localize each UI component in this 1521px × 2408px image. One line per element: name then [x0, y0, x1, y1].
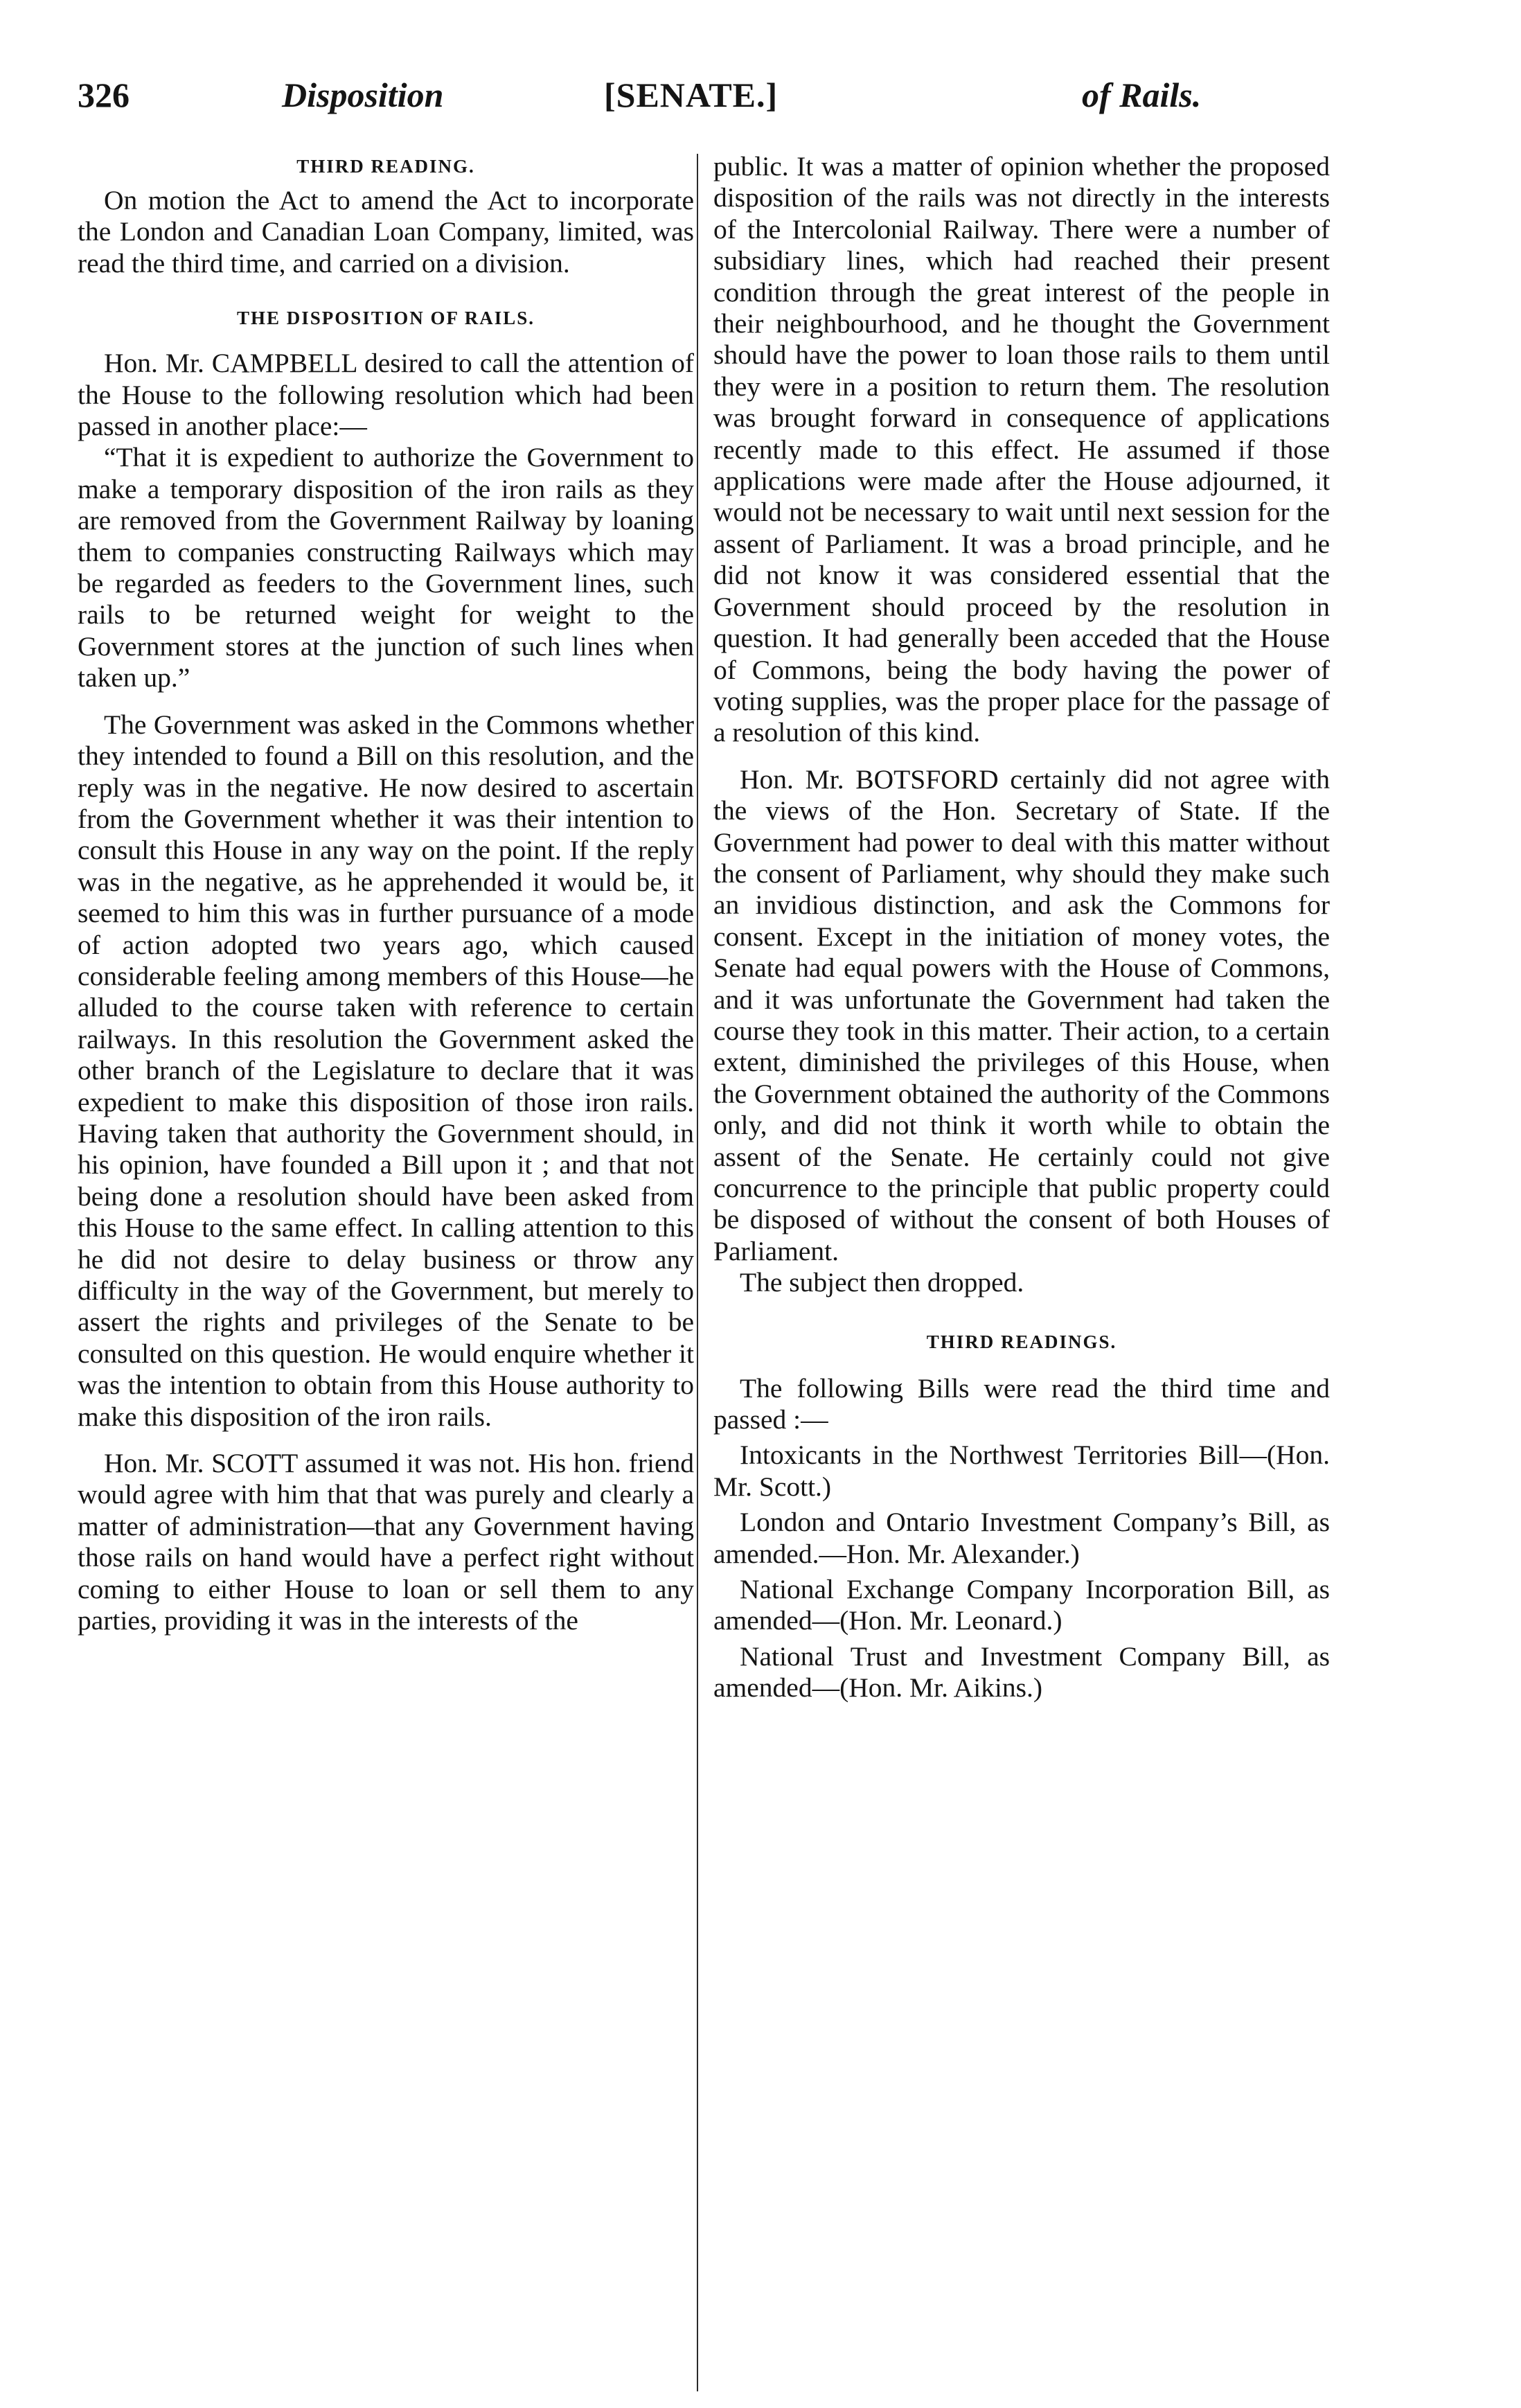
paragraph-campbell-main: The Government was asked in the Commons whether they intended to found a Bill on this resolution, and the reply was in the negative. He now desired to ascertain from the Government whether it was their intention to consult this House in any way on the point. If the reply was in the negative, as he apprehended it would be, it seemed to him this was in further pursuance of a mode of action adopted two years ago, which caused considerable feeling among members of this House—he alluded to the course taken with reference to certain railways. In this resolution the Government asked the other branch of the Legislature to declare that it was expedient to make this disposition of those iron rails. Having taken that authority the Government should, in his opinion, have founded a Bill upon it ; and that not being done a resolution should have been asked from this House to the same effect. In calling attention to this he did not desire to delay business or throw any difficulty in the way of the Government, but merely to assert the rights and privileges of the Senate to be consulted on this question. He would enquire whether it was the intention to obtain from this House authority to make this disposition of the iron rails.: [78, 709, 694, 1432]
bill-item: Intoxicants in the Northwest Territories Bill—(Hon. Mr. Scott.): [713, 1440, 1330, 1502]
header-right-title: of Rails.: [1082, 76, 1202, 114]
heading-disposition-of-rails: THE DISPOSITION OF RAILS.: [236, 308, 535, 329]
paragraph-scott-start: Hon. Mr. SCOTT assumed it was not. His hon. friend would agree with him that that was purely and clearly a matter of administration—that any Government having those rails on hand would have a perfect right without coming to either House to loan or sell them to any parties, providing it was in the interests of the: [78, 1448, 694, 1636]
paragraph-subject-dropped: The subject then dropped.: [740, 1267, 1024, 1298]
heading-third-reading: THIRD READING.: [296, 156, 475, 177]
header-left-title: Disposition: [282, 76, 444, 114]
left-column: [78, 151, 694, 1636]
paragraph-campbell-intro: Hon. Mr. CAMPBELL desired to call the attention of the House to the following resolution which had been passed in another place:—: [78, 348, 694, 442]
paragraph-loan-company: On motion the Act to amend the Act to incorporate the London and Canadian Loan Company, limited, was read the third time, and carried on a division.: [78, 185, 694, 278]
bill-item: London and Ontario Investment Company’s Bill, as amended.—Hon. Mr. Alexander.): [713, 1507, 1330, 1569]
bill-item: National Exchange Company Incorporation Bill, as amended—(Hon. Mr. Leonard.): [713, 1574, 1330, 1636]
paragraph-bills-intro: The following Bills were read the third time and passed :—: [713, 1372, 1330, 1435]
page-number: 326: [78, 76, 130, 114]
column-divider: [697, 154, 698, 2391]
paragraph-resolution-quote: “That it is expedient to authorize the Government to make a temporary disposition of the iron rails as they are removed from the Government Railway by loaning them to companies constructing Railways which may be regarded as feeders to the Government lines, such rails to be returned weight for weight to the Government stores at the junction of such lines when taken up.”: [78, 442, 694, 693]
header-center-title: [SENATE.]: [604, 76, 779, 114]
bill-item: National Trust and Investment Company Bill, as amended—(Hon. Mr. Aikins.): [713, 1640, 1330, 1703]
heading-third-readings: THIRD READINGS.: [926, 1331, 1117, 1352]
right-column: [713, 151, 1330, 1704]
paragraph-scott-continued: public. It was a matter of opinion whether the proposed disposition of the rails was not directly in the interests of the Intercolonial Railway. There were a number of subsidiary lines, which had reached their present condition through the great interest of the people in their neighbourhood, and he thought the Government should have the power to loan those rails to them until they were in a position to return them. The resolution was brought forward in consequence of applications recently made to this effect. He assumed if those applications were made after the House adjourned, it would not be necessary to wait until next session for the assent of Parliament. It was a broad principle, and he did not know it was considered essential that the Government should proceed by the resolution in question. It had generally been acceded that the House of Commons, being the body having the power of voting supplies, was the proper place for the passage of a resolution of this kind.: [713, 151, 1330, 748]
running-header: [78, 75, 1338, 119]
paragraph-botsford: Hon. Mr. BOTSFORD certainly did not agree with the views of the Hon. Secretary of State. If the Government had power to deal with this matter without the consent of Parliament, why should they make such an invidious distinction, and ask the Commons for consent. Except in the initiation of money votes, the Senate had equal powers with the House of Commons, and it was unfortunate the Government had taken the course they took in this matter. Their action, to a certain extent, diminished the privileges of this House, when the Government obtained the authority of the Commons only, and did not think it worth while to obtain the assent of the Senate. He certainly could not give concurrence to the principle that public property could be disposed of without the consent of both Houses of Parliament.: [713, 763, 1330, 1266]
